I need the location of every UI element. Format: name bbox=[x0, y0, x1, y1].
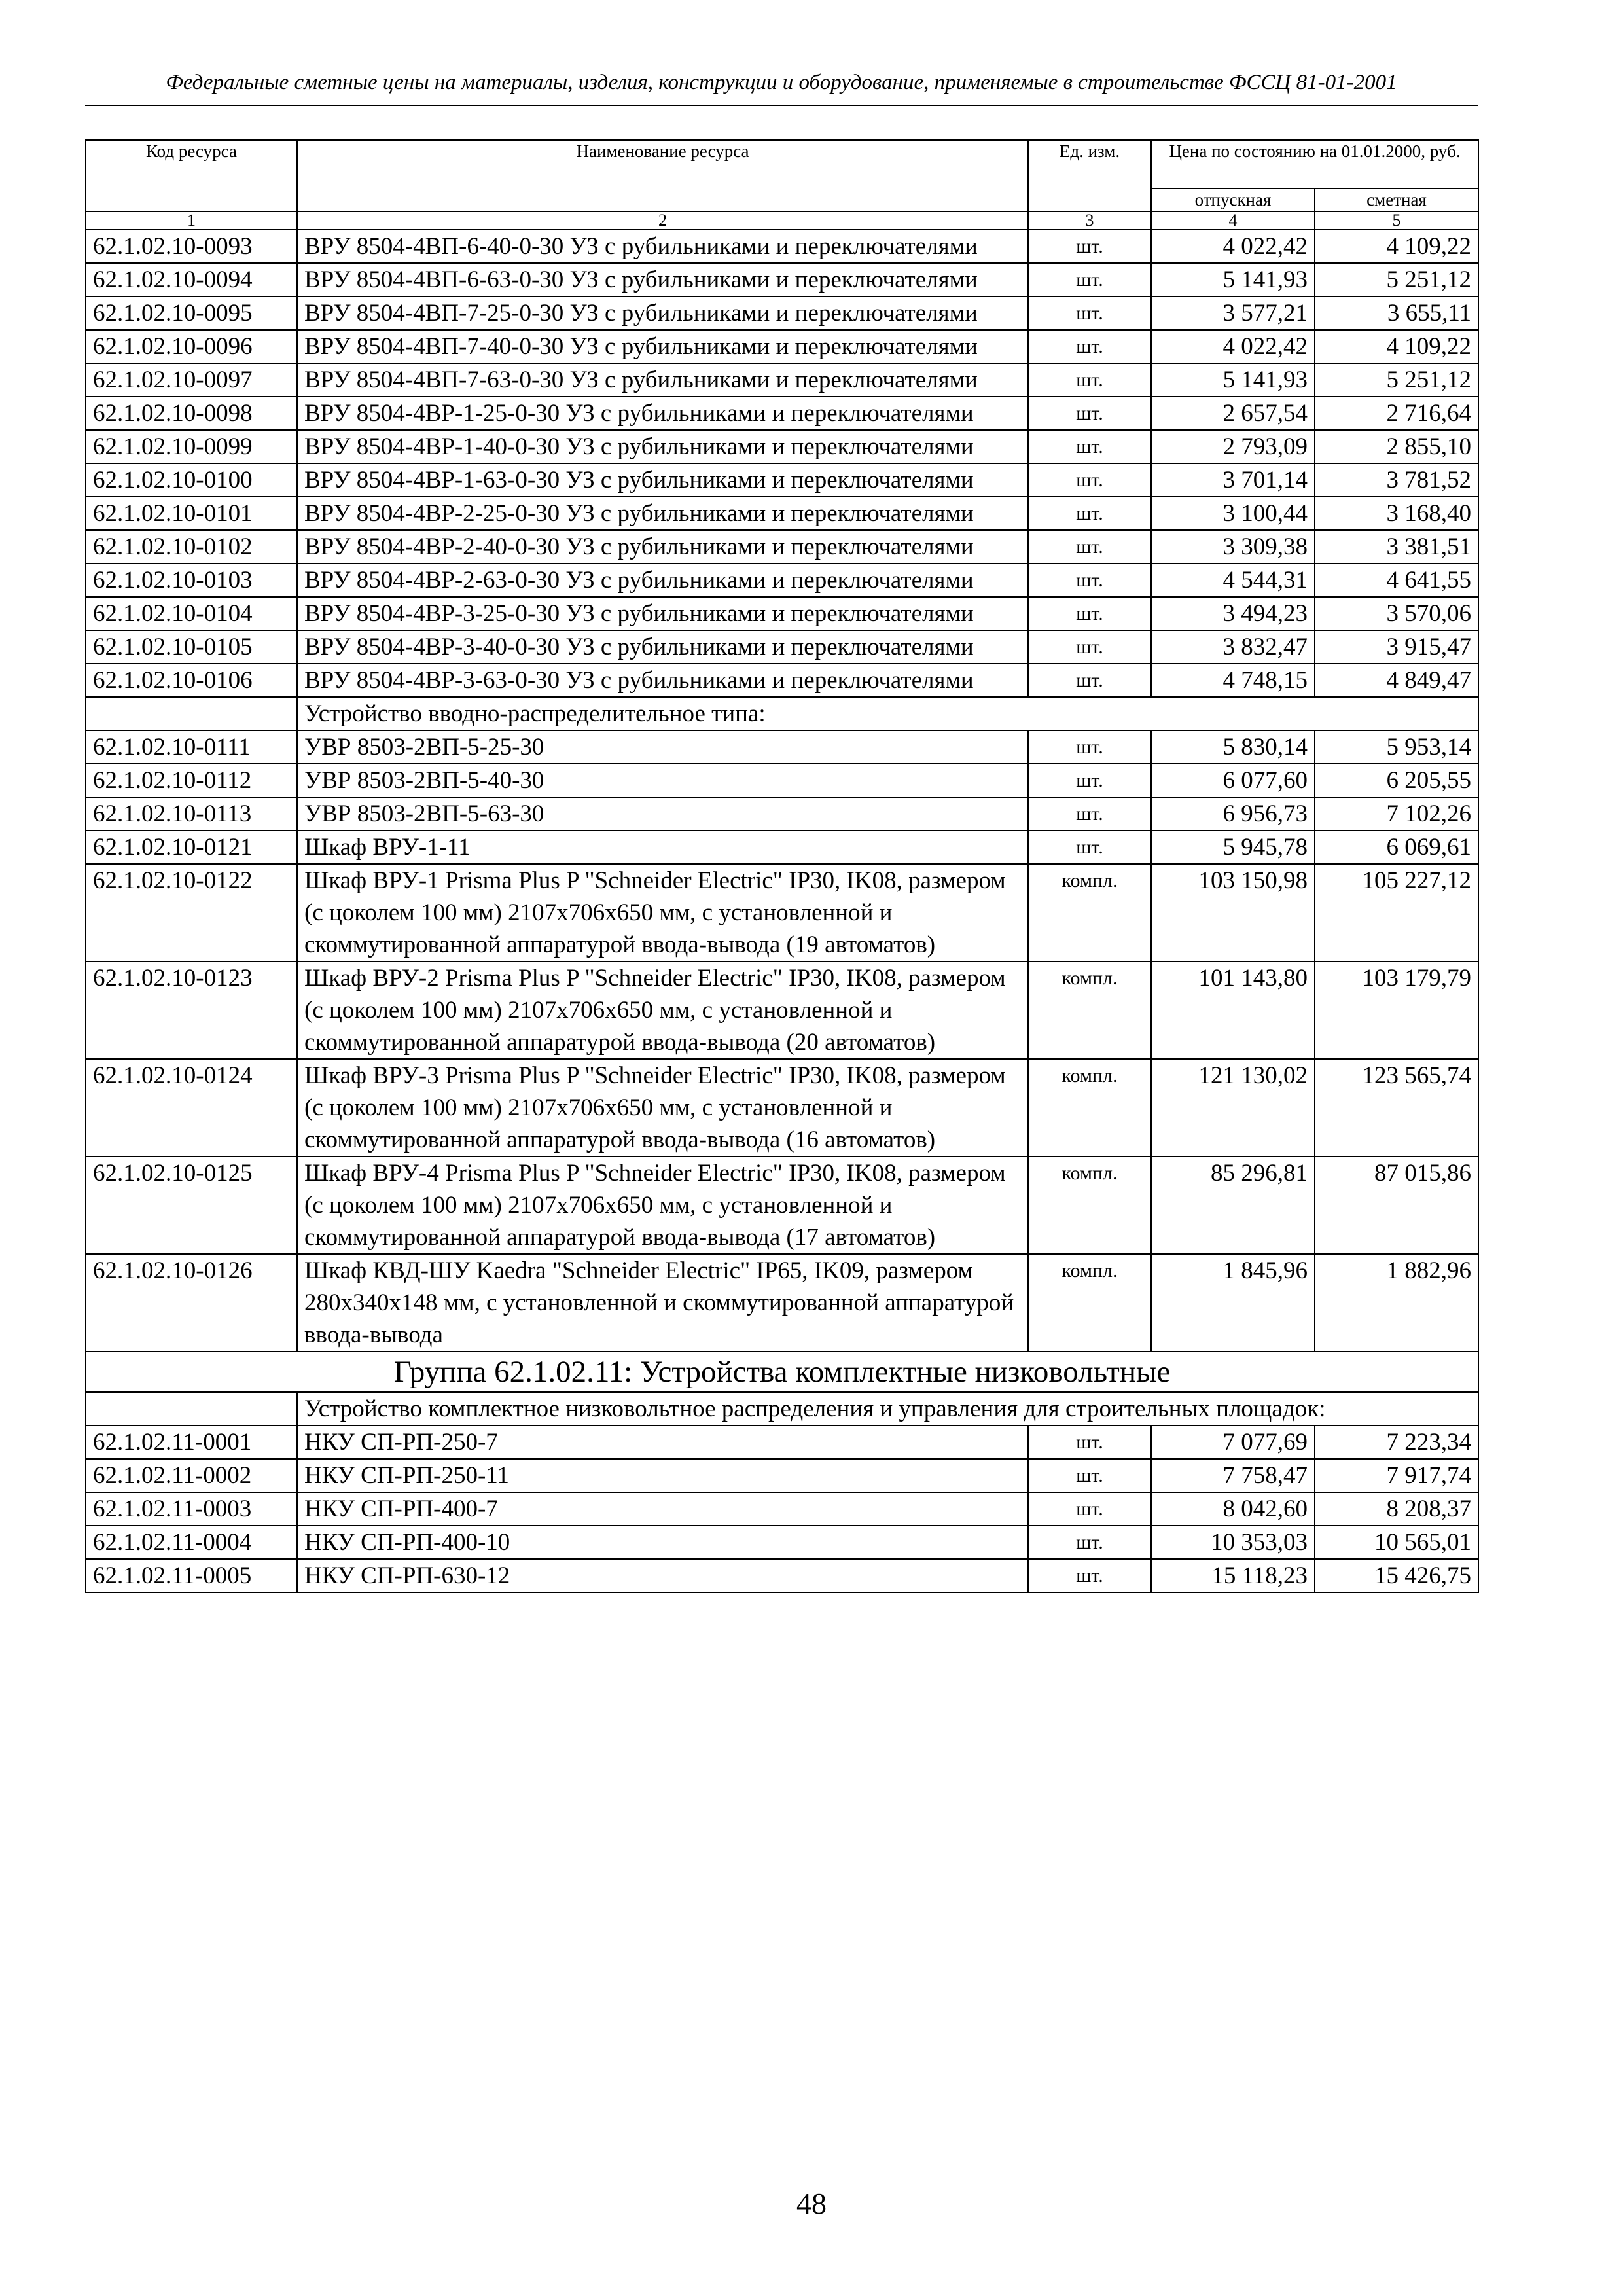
resource-name: ВРУ 8504-4ВП-6-63-0-30 УЗ с рубильниками и переключателями bbox=[297, 263, 1028, 296]
unit: шт. bbox=[1028, 630, 1151, 664]
unit: шт. bbox=[1028, 330, 1151, 363]
resource-name: Шкаф ВРУ-3 Prisma Plus P "Schneider Electric" IP30, IK08, размером (с цоколем 100 мм) 2107х706х650 мм, с установленной и скоммутированной аппаратурой ввода-вывода (16 автоматов) bbox=[297, 1059, 1028, 1157]
table-row bbox=[86, 1559, 1478, 1592]
table-row bbox=[86, 363, 1478, 397]
unit: шт. bbox=[1028, 530, 1151, 564]
unit: компл. bbox=[1028, 1059, 1151, 1157]
table-row bbox=[86, 1526, 1478, 1559]
resource-name: ВРУ 8504-4ВР-2-40-0-30 УЗ с рубильниками и переключателями bbox=[297, 530, 1028, 564]
unit: шт. bbox=[1028, 430, 1151, 463]
estimate-price: 2 855,10 bbox=[1315, 430, 1478, 463]
resource-name: УВР 8503-2ВП-5-25-30 bbox=[297, 730, 1028, 764]
resource-code: 62.1.02.10-0101 bbox=[86, 497, 297, 530]
table-row bbox=[86, 564, 1478, 597]
resource-name: ВРУ 8504-4ВР-3-25-0-30 УЗ с рубильниками и переключателями bbox=[297, 597, 1028, 630]
release-price: 6 077,60 bbox=[1151, 764, 1315, 797]
resource-name: ВРУ 8504-4ВР-3-40-0-30 УЗ с рубильниками и переключателями bbox=[297, 630, 1028, 664]
table-row bbox=[86, 597, 1478, 630]
resource-code: 62.1.02.10-0106 bbox=[86, 664, 297, 697]
unit: шт. bbox=[1028, 230, 1151, 263]
table-row bbox=[86, 1059, 1478, 1157]
resource-code: 62.1.02.10-0126 bbox=[86, 1254, 297, 1352]
estimate-price: 5 953,14 bbox=[1315, 730, 1478, 764]
unit: шт. bbox=[1028, 564, 1151, 597]
release-price: 3 309,38 bbox=[1151, 530, 1315, 564]
column-number: 3 bbox=[1028, 211, 1151, 230]
table-header bbox=[86, 140, 1478, 230]
unit: шт. bbox=[1028, 1559, 1151, 1592]
empty-cell bbox=[86, 1392, 297, 1426]
resource-code: 62.1.02.10-0125 bbox=[86, 1157, 297, 1254]
col-header-code: Код ресурса bbox=[86, 140, 297, 211]
table-row bbox=[86, 530, 1478, 564]
unit: компл. bbox=[1028, 1254, 1151, 1352]
group-heading: Группа 62.1.02.11: Устройства комплектные низковольтные bbox=[86, 1352, 1478, 1392]
page-number: 48 bbox=[796, 2187, 827, 2220]
resource-name: ВРУ 8504-4ВР-1-25-0-30 УЗ с рубильниками и переключателями bbox=[297, 397, 1028, 430]
resource-name: ВРУ 8504-4ВП-6-40-0-30 УЗ с рубильниками и переключателями bbox=[297, 230, 1028, 263]
resource-name: ВРУ 8504-4ВР-1-40-0-30 УЗ с рубильниками и переключателями bbox=[297, 430, 1028, 463]
table-row bbox=[86, 831, 1478, 864]
col-header-unit: Ед. изм. bbox=[1028, 140, 1151, 211]
table-row bbox=[86, 1254, 1478, 1352]
table-row bbox=[86, 463, 1478, 497]
resource-name: ВРУ 8504-4ВП-7-63-0-30 УЗ с рубильниками и переключателями bbox=[297, 363, 1028, 397]
resource-code: 62.1.02.10-0103 bbox=[86, 564, 297, 597]
table-row bbox=[86, 630, 1478, 664]
column-number: 2 bbox=[297, 211, 1028, 230]
estimate-price: 7 223,34 bbox=[1315, 1426, 1478, 1459]
release-price: 6 956,73 bbox=[1151, 797, 1315, 831]
estimate-price: 3 915,47 bbox=[1315, 630, 1478, 664]
release-price: 101 143,80 bbox=[1151, 961, 1315, 1059]
estimate-price: 87 015,86 bbox=[1315, 1157, 1478, 1254]
estimate-price: 8 208,37 bbox=[1315, 1492, 1478, 1526]
release-price: 2 657,54 bbox=[1151, 397, 1315, 430]
resource-code: 62.1.02.10-0123 bbox=[86, 961, 297, 1059]
estimate-price: 4 849,47 bbox=[1315, 664, 1478, 697]
table-row bbox=[86, 263, 1478, 296]
unit: шт. bbox=[1028, 730, 1151, 764]
estimate-price: 3 655,11 bbox=[1315, 296, 1478, 330]
col-header-price-group: Цена по состоянию на 01.01.2000, руб. bbox=[1151, 140, 1478, 188]
release-price: 1 845,96 bbox=[1151, 1254, 1315, 1352]
resource-code: 62.1.02.10-0102 bbox=[86, 530, 297, 564]
resource-code: 62.1.02.10-0095 bbox=[86, 296, 297, 330]
table-row bbox=[86, 730, 1478, 764]
estimate-price: 1 882,96 bbox=[1315, 1254, 1478, 1352]
unit: шт. bbox=[1028, 263, 1151, 296]
resource-name: Шкаф ВРУ-1-11 bbox=[297, 831, 1028, 864]
release-price: 2 793,09 bbox=[1151, 430, 1315, 463]
release-price: 103 150,98 bbox=[1151, 864, 1315, 961]
unit: компл. bbox=[1028, 864, 1151, 961]
empty-cell bbox=[86, 697, 297, 730]
resource-name: ВРУ 8504-4ВР-1-63-0-30 УЗ с рубильниками и переключателями bbox=[297, 463, 1028, 497]
column-number: 1 bbox=[86, 211, 297, 230]
resource-code: 62.1.02.10-0124 bbox=[86, 1059, 297, 1157]
unit: шт. bbox=[1028, 597, 1151, 630]
release-price: 7 758,47 bbox=[1151, 1459, 1315, 1492]
estimate-price: 3 570,06 bbox=[1315, 597, 1478, 630]
unit: компл. bbox=[1028, 961, 1151, 1059]
unit: шт. bbox=[1028, 1492, 1151, 1526]
section-subheading: Устройство вводно-распределительное типа: bbox=[297, 697, 1478, 730]
estimate-price: 3 381,51 bbox=[1315, 530, 1478, 564]
table-row bbox=[86, 397, 1478, 430]
estimate-price: 5 251,12 bbox=[1315, 363, 1478, 397]
unit: шт. bbox=[1028, 1426, 1151, 1459]
estimate-price: 4 109,22 bbox=[1315, 230, 1478, 263]
unit: шт. bbox=[1028, 664, 1151, 697]
col-header-name: Наименование ресурса bbox=[297, 140, 1028, 211]
estimate-price: 7 917,74 bbox=[1315, 1459, 1478, 1492]
release-price: 4 022,42 bbox=[1151, 230, 1315, 263]
estimate-price: 123 565,74 bbox=[1315, 1059, 1478, 1157]
resource-code: 62.1.02.10-0098 bbox=[86, 397, 297, 430]
unit: шт. bbox=[1028, 1526, 1151, 1559]
estimate-price: 6 205,55 bbox=[1315, 764, 1478, 797]
unit: шт. bbox=[1028, 764, 1151, 797]
release-price: 5 830,14 bbox=[1151, 730, 1315, 764]
unit: шт. bbox=[1028, 397, 1151, 430]
resource-code: 62.1.02.11-0005 bbox=[86, 1559, 297, 1592]
estimate-price: 105 227,12 bbox=[1315, 864, 1478, 961]
column-number: 4 bbox=[1151, 211, 1315, 230]
group-heading-row bbox=[86, 1352, 1478, 1392]
table-row bbox=[86, 664, 1478, 697]
release-price: 3 494,23 bbox=[1151, 597, 1315, 630]
estimate-price: 4 109,22 bbox=[1315, 330, 1478, 363]
release-price: 8 042,60 bbox=[1151, 1492, 1315, 1526]
resource-code: 62.1.02.11-0002 bbox=[86, 1459, 297, 1492]
resource-code: 62.1.02.10-0093 bbox=[86, 230, 297, 263]
col-header-estimate: сметная bbox=[1315, 188, 1478, 211]
resource-name: НКУ СП-РП-400-10 bbox=[297, 1526, 1028, 1559]
release-price: 121 130,02 bbox=[1151, 1059, 1315, 1157]
resource-code: 62.1.02.10-0111 bbox=[86, 730, 297, 764]
release-price: 4 022,42 bbox=[1151, 330, 1315, 363]
estimate-price: 2 716,64 bbox=[1315, 397, 1478, 430]
resource-name: Шкаф КВД-ШУ Kaedra "Schneider Electric" IP65, IK09, размером 280х340х148 мм, с установленной и скоммутированной аппаратурой ввода-вывода bbox=[297, 1254, 1028, 1352]
column-number-row bbox=[86, 211, 1478, 230]
resource-name: НКУ СП-РП-250-7 bbox=[297, 1426, 1028, 1459]
estimate-price: 5 251,12 bbox=[1315, 263, 1478, 296]
release-price: 3 100,44 bbox=[1151, 497, 1315, 530]
resource-code: 62.1.02.10-0112 bbox=[86, 764, 297, 797]
resource-name: ВРУ 8504-4ВР-2-63-0-30 УЗ с рубильниками и переключателями bbox=[297, 564, 1028, 597]
section-subheading: Устройство комплектное низковольтное распределения и управления для строительных площадок: bbox=[297, 1392, 1478, 1426]
resource-code: 62.1.02.11-0001 bbox=[86, 1426, 297, 1459]
resource-code: 62.1.02.10-0104 bbox=[86, 597, 297, 630]
release-price: 10 353,03 bbox=[1151, 1526, 1315, 1559]
table-row bbox=[86, 961, 1478, 1059]
resource-code: 62.1.02.10-0096 bbox=[86, 330, 297, 363]
col-header-release: отпускная bbox=[1151, 188, 1315, 211]
release-price: 5 945,78 bbox=[1151, 831, 1315, 864]
unit: шт. bbox=[1028, 497, 1151, 530]
table-row bbox=[86, 296, 1478, 330]
table-row bbox=[86, 1459, 1478, 1492]
resource-name: ВРУ 8504-4ВП-7-40-0-30 УЗ с рубильниками и переключателями bbox=[297, 330, 1028, 363]
unit: шт. bbox=[1028, 797, 1151, 831]
table-row bbox=[86, 764, 1478, 797]
release-price: 7 077,69 bbox=[1151, 1426, 1315, 1459]
resource-code: 62.1.02.10-0099 bbox=[86, 430, 297, 463]
release-price: 3 832,47 bbox=[1151, 630, 1315, 664]
resource-code: 62.1.02.10-0122 bbox=[86, 864, 297, 961]
resource-name: УВР 8503-2ВП-5-63-30 bbox=[297, 797, 1028, 831]
resource-code: 62.1.02.11-0003 bbox=[86, 1492, 297, 1526]
resource-code: 62.1.02.10-0100 bbox=[86, 463, 297, 497]
estimate-price: 15 426,75 bbox=[1315, 1559, 1478, 1592]
price-table bbox=[85, 139, 1479, 1593]
resource-name: ВРУ 8504-4ВР-3-63-0-30 УЗ с рубильниками и переключателями bbox=[297, 664, 1028, 697]
table-row bbox=[86, 1492, 1478, 1526]
estimate-price: 103 179,79 bbox=[1315, 961, 1478, 1059]
unit: компл. bbox=[1028, 1157, 1151, 1254]
resource-code: 62.1.02.10-0113 bbox=[86, 797, 297, 831]
estimate-price: 6 069,61 bbox=[1315, 831, 1478, 864]
resource-name: НКУ СП-РП-400-7 bbox=[297, 1492, 1028, 1526]
unit: шт. bbox=[1028, 831, 1151, 864]
table-row bbox=[86, 864, 1478, 961]
resource-code: 62.1.02.10-0105 bbox=[86, 630, 297, 664]
release-price: 85 296,81 bbox=[1151, 1157, 1315, 1254]
table-row bbox=[86, 497, 1478, 530]
resource-name: ВРУ 8504-4ВП-7-25-0-30 УЗ с рубильниками и переключателями bbox=[297, 296, 1028, 330]
release-price: 4 748,15 bbox=[1151, 664, 1315, 697]
document-header: Федеральные сметные цены на материалы, изделия, конструкции и оборудование, применяемые в строительстве ФССЦ 81-01-2001 bbox=[166, 71, 1397, 94]
resource-name: Шкаф ВРУ-1 Prisma Plus P "Schneider Electric" IP30, IK08, размером (с цоколем 100 мм) 2107х706х650 мм, с установленной и скоммутированной аппаратурой ввода-вывода (19 автоматов) bbox=[297, 864, 1028, 961]
unit: шт. bbox=[1028, 463, 1151, 497]
table-row bbox=[86, 230, 1478, 263]
release-price: 5 141,93 bbox=[1151, 363, 1315, 397]
unit: шт. bbox=[1028, 363, 1151, 397]
resource-name: Шкаф ВРУ-4 Prisma Plus P "Schneider Electric" IP30, IK08, размером (с цоколем 100 мм) 2107х706х650 мм, с установленной и скоммутированной аппаратурой ввода-вывода (17 автоматов) bbox=[297, 1157, 1028, 1254]
resource-code: 62.1.02.10-0121 bbox=[86, 831, 297, 864]
subheading-row bbox=[86, 697, 1478, 730]
estimate-price: 4 641,55 bbox=[1315, 564, 1478, 597]
resource-name: УВР 8503-2ВП-5-40-30 bbox=[297, 764, 1028, 797]
table-body bbox=[86, 230, 1478, 1592]
estimate-price: 3 781,52 bbox=[1315, 463, 1478, 497]
table-row bbox=[86, 1157, 1478, 1254]
resource-name: НКУ СП-РП-630-12 bbox=[297, 1559, 1028, 1592]
table-row bbox=[86, 430, 1478, 463]
header-rule bbox=[85, 105, 1478, 106]
unit: шт. bbox=[1028, 296, 1151, 330]
table-row bbox=[86, 1426, 1478, 1459]
resource-name: НКУ СП-РП-250-11 bbox=[297, 1459, 1028, 1492]
release-price: 3 701,14 bbox=[1151, 463, 1315, 497]
resource-code: 62.1.02.10-0094 bbox=[86, 263, 297, 296]
column-number: 5 bbox=[1315, 211, 1478, 230]
estimate-price: 7 102,26 bbox=[1315, 797, 1478, 831]
table-row bbox=[86, 797, 1478, 831]
estimate-price: 3 168,40 bbox=[1315, 497, 1478, 530]
release-price: 3 577,21 bbox=[1151, 296, 1315, 330]
release-price: 15 118,23 bbox=[1151, 1559, 1315, 1592]
unit: шт. bbox=[1028, 1459, 1151, 1492]
release-price: 5 141,93 bbox=[1151, 263, 1315, 296]
resource-name: Шкаф ВРУ-2 Prisma Plus P "Schneider Electric" IP30, IK08, размером (с цоколем 100 мм) 2107х706х650 мм, с установленной и скоммутированной аппаратурой ввода-вывода (20 автоматов) bbox=[297, 961, 1028, 1059]
resource-code: 62.1.02.10-0097 bbox=[86, 363, 297, 397]
resource-code: 62.1.02.11-0004 bbox=[86, 1526, 297, 1559]
release-price: 4 544,31 bbox=[1151, 564, 1315, 597]
estimate-price: 10 565,01 bbox=[1315, 1526, 1478, 1559]
subheading-row bbox=[86, 1392, 1478, 1426]
resource-name: ВРУ 8504-4ВР-2-25-0-30 УЗ с рубильниками и переключателями bbox=[297, 497, 1028, 530]
table-row bbox=[86, 330, 1478, 363]
